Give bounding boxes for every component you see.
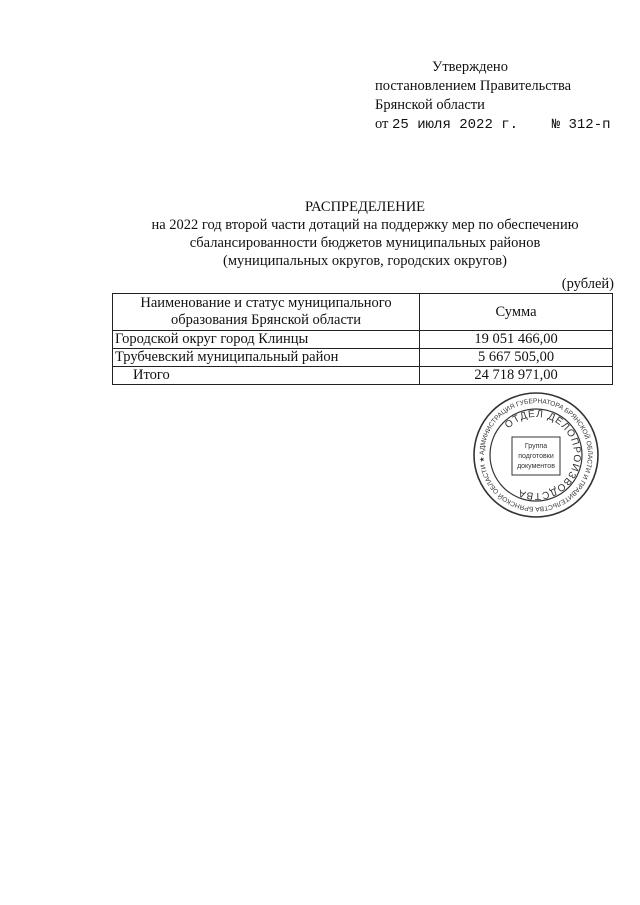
approval-block: [375, 58, 611, 135]
approval-title: Утверждено: [432, 59, 508, 75]
row-sum: 19 051 466,00: [420, 331, 613, 349]
total-sum: 24 718 971,00: [420, 367, 613, 385]
approval-date: 25 июля 2022 г.: [392, 117, 519, 133]
seal-center-line-1: Группа: [524, 443, 548, 450]
seal-center-line-3: документов: [517, 463, 555, 470]
heading-line-3: (муниципальных округов, городских округов): [223, 253, 507, 269]
row-name: Трубчевский муниципальный район: [113, 349, 420, 367]
approval-number: № 312-п: [551, 117, 611, 133]
approval-date-line: [375, 115, 611, 135]
table-header-row: [113, 294, 613, 331]
seal-graphic: [472, 391, 600, 519]
column-header-sum: Сумма: [420, 294, 613, 331]
table-total-row: [113, 367, 613, 385]
seal-inner-ring-text: ОТДЕЛ ДЕЛОПРОИЗВОДСТВА: [502, 408, 583, 502]
table-row: [113, 331, 613, 349]
currency-unit: (рублей): [561, 276, 614, 292]
seal-ring-text: АДМИНИСТРАЦИЯ ГУБЕРНАТОРА БРЯНСКОЙ ОБЛАСТИ И ПРАВИТЕЛЬСТВА БРЯНСКОЙ ОБЛАСТИ ★: [478, 397, 594, 513]
table-row: [113, 349, 613, 367]
row-name: Городской округ город Клинцы: [113, 331, 420, 349]
approval-authority: постановлением Правительства: [375, 78, 572, 94]
heading-title: РАСПРЕДЕЛЕНИЕ: [304, 199, 426, 215]
document-heading: [110, 198, 620, 270]
distribution-table: [112, 293, 613, 385]
seal-center-line-2: подготовки: [518, 453, 554, 460]
date-prefix: от: [375, 116, 389, 132]
official-seal: [472, 391, 600, 519]
approval-region: Брянской области: [375, 97, 485, 113]
heading-line-2: сбалансированности бюджетов муниципальных районов: [189, 235, 541, 251]
row-sum: 5 667 505,00: [420, 349, 613, 367]
column-header-name: Наименование и статус муниципального образования Брянской области: [113, 294, 420, 331]
total-label: Итого: [113, 367, 420, 385]
heading-line-1: на 2022 год второй части дотаций на поддержку мер по обеспечению: [151, 217, 579, 233]
